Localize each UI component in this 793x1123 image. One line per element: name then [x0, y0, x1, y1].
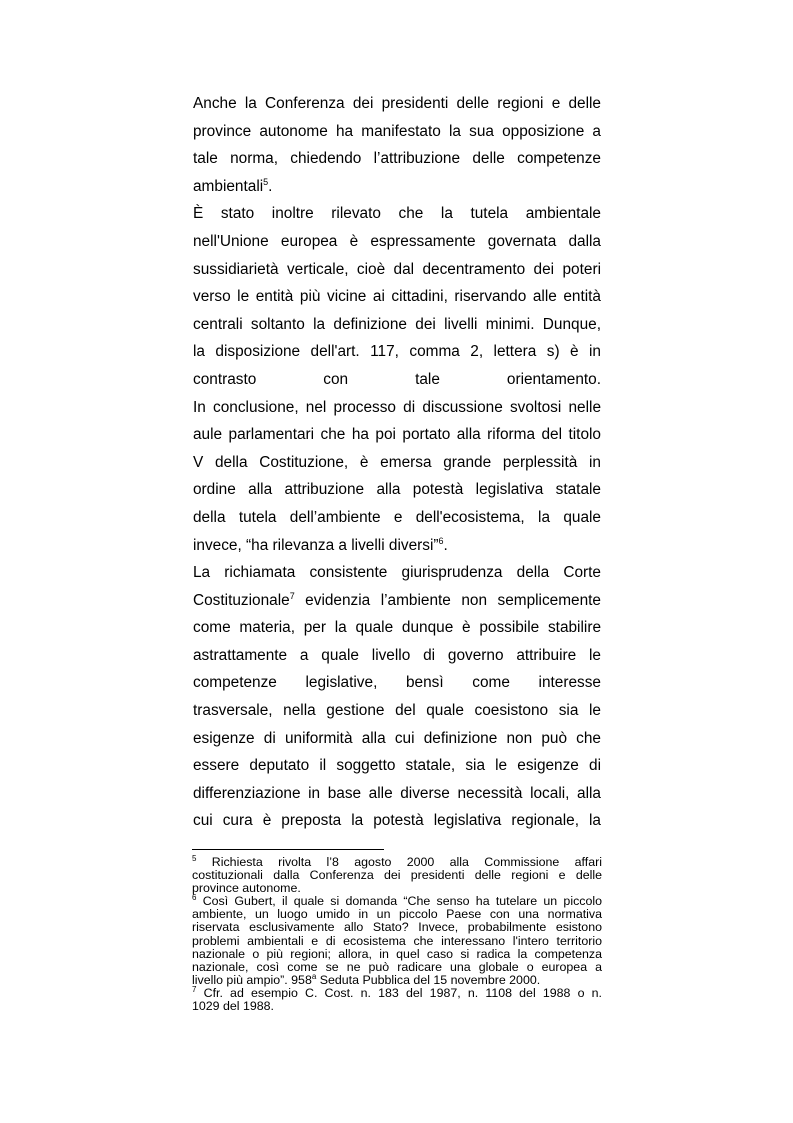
- body-line: la disposizione dell'art. 117, comma 2, lettera s) è in: [193, 343, 601, 361]
- footnote-text: livello più ampio”. 958: [192, 972, 312, 987]
- footnote-5-line: costituzionali dalla Conferenza dei presidenti delle regioni e delle: [192, 868, 602, 883]
- ordinal-superscript: a: [311, 971, 317, 981]
- body-line: province autonome ha manifestato la sua opposizione a: [193, 122, 601, 140]
- body-line: della tutela dell’ambiente e dell'ecosistema, la quale: [193, 508, 601, 526]
- footnote-number-5: 5: [192, 853, 197, 863]
- footnote-ref-5[interactable]: 5: [263, 176, 269, 187]
- body-line: ordine alla attribuzione alla potestà legislativa statale: [193, 481, 601, 499]
- body-line: verso le entità più vicine ai cittadini, riservando alle entità: [193, 288, 601, 306]
- body-line: [193, 587, 601, 615]
- body-line: nell'Unione europea è espressamente governata dalla: [193, 232, 601, 250]
- footnote-6-line: nazionale o più regioni; allora, in quel caso si radica la competenza: [192, 946, 602, 961]
- body-line: [193, 173, 601, 201]
- body-line: [193, 532, 601, 560]
- body-line: tale norma, chiedendo l’attribuzione delle competenze: [193, 150, 601, 168]
- footnote-number-6: 6: [192, 893, 197, 903]
- footnote-separator: [192, 849, 384, 850]
- footnote-ref-6[interactable]: 6: [438, 535, 444, 546]
- body-line: trasversale, nella gestione del quale coesistono sia le: [193, 702, 601, 720]
- body-line: aule parlamentari che ha poi portato alla riforma del titolo: [193, 426, 601, 444]
- body-line-text: Costituzionale: [193, 591, 290, 609]
- body-line: centrali soltanto la definizione dei livelli minimi. Dunque,: [193, 315, 601, 333]
- body-line: esigenze di uniformità alla cui definizione non può che: [193, 729, 601, 747]
- footnotes: [192, 853, 602, 1014]
- body-line: V della Costituzione, è emersa grande perplessità in: [193, 453, 601, 471]
- footnote-text: Così Gubert, il quale si domanda “Che senso ha tutelare un piccolo: [196, 894, 602, 909]
- body-line-text: ambientali: [193, 177, 264, 195]
- footnote-number-7: 7: [192, 984, 197, 994]
- body-line-text: invece, “ha rilevanza a livelli diversi”: [193, 536, 439, 554]
- footnote-7-line: 1029 del 1988.: [192, 999, 274, 1014]
- body-line: sussidiarietà verticale, cioè dal decentramento dei poteri: [193, 260, 601, 278]
- body-text: [193, 90, 601, 835]
- body-line-text-after: .: [443, 536, 448, 554]
- body-line: astrattamente a quale livello di governo attribuire le: [193, 646, 601, 664]
- body-line: come materia, per la quale dunque è possibile stabilire: [193, 619, 601, 637]
- body-line-text-after: evidenzia l’ambiente non semplicemente: [294, 591, 601, 609]
- body-line: È stato inoltre rilevato che la tutela ambientale: [193, 205, 601, 223]
- body-line: competenze legislative, bensì come interesse: [193, 674, 601, 692]
- body-line-text-after: .: [268, 177, 273, 195]
- footnote-ref-7[interactable]: 7: [289, 590, 295, 601]
- body-line: differenziazione in base alle diverse necessità locali, alla: [193, 784, 601, 802]
- footnote-6-line: problemi ambientali e di ecosistema che interessano l'intero territorio: [192, 933, 602, 948]
- footnote-6-line: nazionale, così come se ne può radicare una globale o europea a: [192, 959, 602, 974]
- body-line: cui cura è preposta la potestà legislativa regionale, la: [193, 812, 601, 830]
- body-line: Anche la Conferenza dei presidenti delle regioni e delle: [193, 95, 601, 112]
- footnote-6-line: riservata esclusivamente allo Stato? Invece, probabilmente esistono: [192, 920, 602, 935]
- body-line: La richiamata consistente giurisprudenza della Corte: [193, 564, 601, 582]
- footnote-text-after: Seduta Pubblica del 15 novembre 2000.: [316, 972, 541, 987]
- body-line: essere deputato il soggetto statale, sia le esigenze di: [193, 757, 601, 775]
- footnote-6-line: ambiente, un luogo umido in un piccolo Paese con una normativa: [192, 907, 602, 922]
- footnote-text: Richiesta rivolta l’8 agosto 2000 alla Commissione affari: [196, 855, 602, 869]
- body-line: contrasto con tale orientamento.: [193, 370, 601, 388]
- footnote-5-line: province autonome.: [192, 881, 301, 896]
- footnote-text: Cfr. ad esempio C. Cost. n. 183 del 1987, n. 1108 del 1988 o n.: [196, 985, 602, 1000]
- body-line: In conclusione, nel processo di discussione svoltosi nelle: [193, 398, 601, 416]
